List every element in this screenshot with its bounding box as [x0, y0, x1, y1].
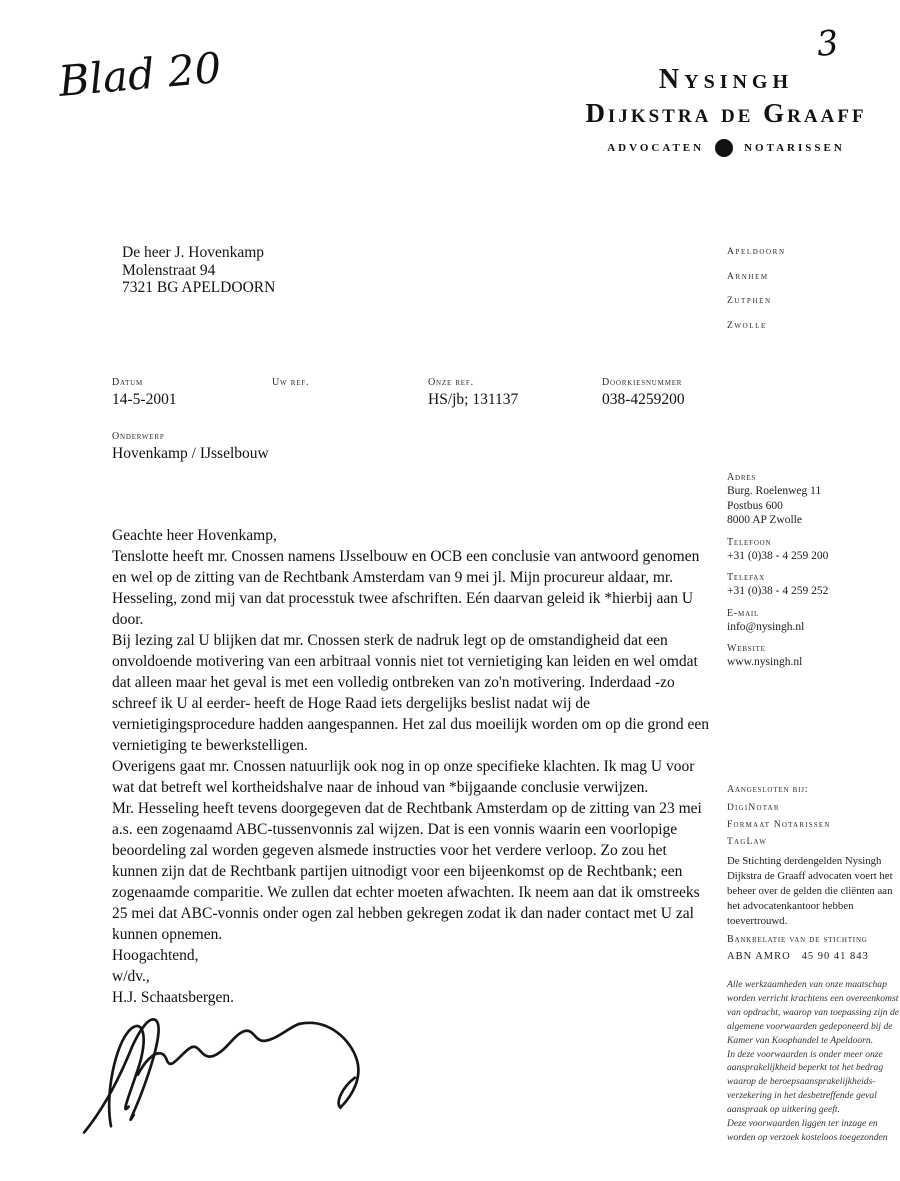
- notarissen-label: NOTARISSEN: [744, 142, 845, 154]
- footnote-part-3: Deze voorwaarden liggen ter inzage en worden op verzoek kosteloos toegezonden: [727, 1118, 888, 1143]
- bank-account: ABN AMRO 45 90 41 843: [727, 951, 869, 962]
- handwritten-page-number-text: 3: [814, 22, 841, 65]
- telefoon-value: +31 (0)38 - 4 259 200: [727, 549, 829, 562]
- recipient-street: Molenstraat 94: [122, 261, 216, 279]
- bank-label: Bankrelatie van de stichting: [727, 934, 868, 945]
- office-arnhem: Arnhem: [727, 271, 769, 282]
- office-zwolle: Zwolle: [727, 320, 767, 331]
- recipient-address: [122, 244, 275, 297]
- handwritten-page-label-text: Blad 20: [56, 42, 224, 106]
- contact-email: [727, 608, 899, 635]
- website-label: Website: [727, 643, 766, 654]
- valediction: Hoogachtend,: [112, 947, 199, 964]
- firm-bullet-icon: [715, 139, 733, 157]
- salutation: Geachte heer Hovenkamp,: [112, 527, 277, 544]
- doorkiesnummer-value: 038-4259200: [602, 391, 685, 408]
- signer-name: H.J. Schaatsbergen.: [112, 989, 234, 1006]
- adres-line-city: 8000 AP Zwolle: [727, 514, 802, 526]
- bank-block: [727, 934, 899, 962]
- contact-website: [727, 643, 899, 670]
- firm-name-line1: Nysingh: [658, 64, 794, 95]
- footnote-part-1: Alle werkzaamheden van onze maatschap worden verricht krachtens een overeenkomst van opdracht, waarop van toepassing zijn de algemene voorwaarden gedeponeerd bij de Kamer van Koophandel te Apeldoorn.: [727, 979, 900, 1046]
- datum-value: 14-5-2001: [112, 391, 177, 408]
- affiliation-formaat-notarissen: Formaat Notarissen: [727, 820, 831, 830]
- contact-sidebar: [727, 472, 899, 679]
- affiliations-label: Aangesloten bij:: [727, 784, 809, 795]
- website-value: www.nysingh.nl: [727, 656, 803, 668]
- office-apeldoorn: Apeldoorn: [727, 247, 786, 257]
- contact-adres: [727, 472, 899, 528]
- doorkiesnummer-label: Doorkiesnummer: [602, 377, 683, 388]
- affiliations: [727, 784, 899, 847]
- terms-footnote: [727, 978, 900, 1145]
- field-uw-ref: [272, 377, 309, 391]
- onderwerp-value: Hovenkamp / IJsselbouw: [112, 445, 269, 462]
- datum-label: Datum: [112, 377, 144, 388]
- affiliation-diginotar: DigiNotar: [727, 803, 780, 813]
- uw-ref-label: Uw ref.: [272, 377, 310, 388]
- telefax-label: Telefax: [727, 572, 766, 583]
- footnote-part-2: In deze voorwaarden is onder meer onze aansprakelijkheid beperkt tot het bedrag waarop de beroepsaansprakelijkheids-verzekering in het desbetreffende geval aanspraak op uitkering geeft.: [727, 1048, 884, 1116]
- adres-line-postbus: Postbus 600: [727, 499, 783, 512]
- office-zutphen: Zutphen: [727, 296, 772, 306]
- email-value: info@nysingh.nl: [727, 620, 805, 633]
- recipient-name: De heer J. Hovenkamp: [122, 244, 265, 261]
- paragraph-3: Overigens gaat mr. Cnossen natuurlijk ook nog in op onze specifieke klachten. Ik mag U voor wat dat betreft wel kortheidshalve naar de inhoud van *bijgaande conclusie verwijzen.: [112, 758, 695, 796]
- firm-subtitle: [548, 139, 900, 157]
- telefoon-label: Telefoon: [727, 536, 772, 548]
- onze-ref-value: HS/jb; 131137: [428, 391, 519, 408]
- field-onze-ref: [428, 377, 518, 409]
- telefax-value: +31 (0)38 - 4 259 252: [727, 585, 829, 597]
- field-doorkiesnummer: [602, 377, 685, 409]
- onze-ref-label: Onze ref.: [428, 377, 474, 388]
- contact-telefax: [727, 572, 899, 599]
- firm-name-line2: Dijkstra de Graaff: [585, 98, 867, 128]
- paragraph-4: Mr. Hesseling heeft tevens doorgegeven dat de Rechtbank Amsterdam op de zitting van 23 mei a.s. een zogenaamd ABC-tussenvonnis zal wijzen. Dat is een vonnis waarin een voorlopige beoordeling zal worden gegeven alsmede instructies voor het verdere verloop. Zo zou het kunnen zijn dat de Rechtbank partijen uitnodigt voor een bijeenkomst op de Rechtbank; een zogenaamde comparitie. We zullen dat echter moeten afwachten. Ik neem aan dat ik omstreeks 25 mei dat ABC-vonnis onder ogen zal hebben gekregen zodat ik dan nader contact met U zal kunnen opnemen.: [112, 800, 702, 943]
- onderwerp-label: Onderwerp: [112, 431, 165, 442]
- stichting-note: De Stichting derdengelden Nysingh Dijkstra de Graaff advocaten voert het beheer over de gelden die cliënten aan het advocatenkantoor hebben toevertrouwd.: [727, 855, 893, 927]
- paragraph-2: Bij lezing zal U blijken dat mr. Cnossen sterk de nadruk legt op de omstandigheid dat een onvoldoende motivering van een arbitraal vonnis niet tot vernietiging kan leiden en wel omdat dat alleen maar het geval is met een volledig ontbreken van zo'n motivering. Inderdaad -zo schreef ik U al eerder- heeft de Hoge Raad iets dergelijks beslist nadat wij de vernietigingsprocedure hadden aangespannen. Het zal dus moeilijk worden om op die grond een vernietiging te bewerkstelligen.: [112, 632, 709, 754]
- handwritten-page-label: [52, 40, 272, 120]
- affiliation-taglaw: TagLaw: [727, 837, 768, 847]
- signature-scribble: [80, 1010, 390, 1135]
- contact-telefoon: [727, 537, 899, 564]
- paragraph-1: Tenslotte heeft mr. Cnossen namens IJsselbouw en OCB een conclusie van antwoord genomen en wel op de zitting van de Rechtbank Amsterdam van 9 mei jl. Mijn procureur aldaar, mr. Hesseling, zond mij van dat processtuk twee afschriften. Eén daarvan geleid ik *hierbij aan U door.: [112, 548, 700, 628]
- adres-line-street: Burg. Roelenweg 11: [727, 485, 822, 497]
- typist-initials: w/dv.,: [112, 968, 150, 985]
- email-label: E-mail: [727, 607, 760, 619]
- field-onderwerp: [112, 431, 269, 463]
- advocaten-label: ADVOCATEN: [607, 142, 705, 154]
- letter-body: [112, 525, 712, 1008]
- office-locations: [727, 247, 786, 345]
- letterhead: [548, 64, 900, 157]
- adres-label: Adres: [727, 472, 757, 483]
- field-datum: [112, 377, 177, 409]
- recipient-city: 7321 BG APELDOORN: [122, 279, 276, 296]
